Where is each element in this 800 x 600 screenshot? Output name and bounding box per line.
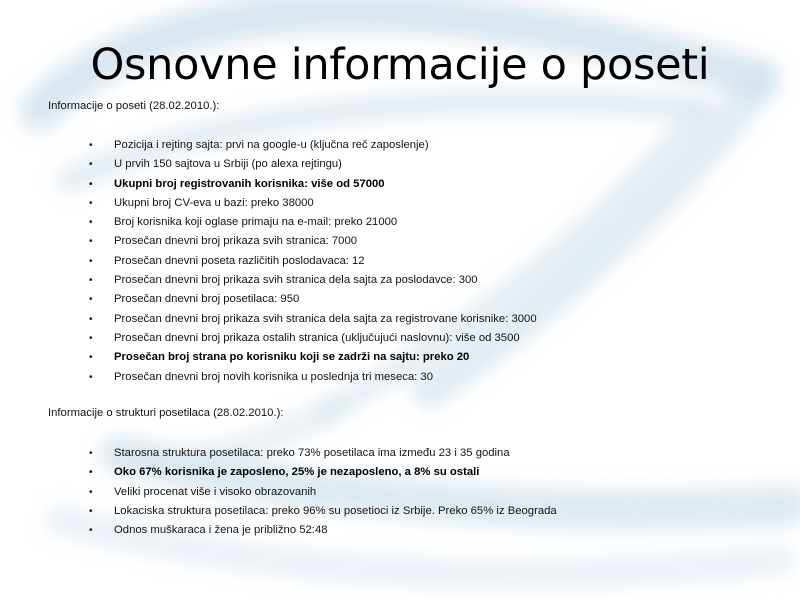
list-item [0, 502, 800, 521]
list-item [0, 444, 800, 463]
bullet-icon: • [89, 159, 93, 171]
list-item [0, 310, 800, 329]
list-item-text: Odnos muškaraca i žena je približno 52:48 [114, 524, 328, 537]
list-item-text: Prosečan dnevni broj prikaza svih stranica dela sajta za registrovane korisnike: 3000 [114, 312, 537, 325]
list-item-text: Broj korisnika koji oglase primaju na e-mail: preko 21000 [114, 216, 398, 229]
bullet-icon: • [89, 505, 93, 517]
bullet-icon: • [89, 217, 93, 229]
section-heading-visit-info: Informacije o poseti (28.02.2010.): [48, 100, 220, 112]
list-item [0, 368, 800, 387]
bullet-icon: • [89, 294, 93, 306]
list-item [0, 290, 800, 309]
bullet-icon: • [89, 197, 93, 209]
bullet-icon: • [89, 140, 93, 151]
list-item-text: Pozicija i rejting sajta: prvi na google-u (ključna reč zaposlenje) [114, 139, 429, 151]
list-item [0, 136, 800, 155]
bullet-icon: • [89, 275, 93, 287]
bullet-icon: • [89, 236, 93, 248]
list-item-text: Veliki procenat više i visoko obrazovanih [114, 485, 317, 498]
list-item-text: Starosna struktura posetilaca: preko 73% posetilaca ima između 23 i 35 godina [114, 447, 510, 459]
list-item-text: Oko 67% korisnika je zaposleno, 25% je nezaposleno, a 8% su ostali [114, 466, 480, 479]
list-item [0, 213, 800, 232]
list-item-text: Prosečan dnevni broj prikaza ostalih stranica (uključujući naslovnu): više od 3500 [114, 331, 520, 344]
bullet-icon: • [89, 178, 93, 190]
list-item-text: Ukupni broj CV-eva u bazi: preko 38000 [114, 196, 314, 209]
bullet-icon: • [89, 525, 93, 537]
bullet-icon: • [89, 255, 93, 267]
list-item [0, 329, 800, 348]
bullet-icon: • [89, 448, 93, 459]
list-item [0, 175, 800, 194]
list-item-text: Prosečan dnevni broj prikaza svih stranica: 7000 [114, 235, 358, 248]
list-item [0, 155, 800, 174]
visit-info-list [0, 136, 800, 387]
list-item [0, 348, 800, 367]
list-item [0, 463, 800, 482]
bullet-icon: • [89, 313, 93, 325]
list-item [0, 521, 800, 540]
list-item-text: Lokaciska struktura posetilaca: preko 96% su posetioci iz Srbije. Preko 65% iz Beograda [114, 504, 557, 517]
list-item-text: Ukupni broj registrovanih korisnika: više od 57000 [114, 177, 385, 190]
list-item-text: Prosečan dnevni poseta različitih poslodavaca: 12 [114, 254, 365, 267]
list-item [0, 483, 800, 502]
bullet-icon: • [89, 332, 93, 344]
list-item [0, 232, 800, 251]
list-item-text: Prosečan dnevni broj prikaza svih stranica dela sajta za poslodavce: 300 [114, 274, 478, 287]
slide-title: Osnovne informacije o poseti [90, 40, 710, 90]
list-item [0, 252, 800, 271]
bullet-icon: • [89, 486, 93, 498]
list-item-text: U prvih 150 sajtova u Srbiji (po alexa rejtingu) [114, 158, 342, 171]
list-item-text: Prosečan dnevni broj novih korisnika u poslednja tri meseca: 30 [114, 370, 433, 383]
bullet-icon: • [89, 371, 93, 383]
list-item-text: Prosečan dnevni broj posetilaca: 950 [114, 293, 300, 306]
bullet-icon: • [89, 467, 93, 479]
section-heading-visitor-structure: Informacije o strukturi posetilaca (28.02.2010.): [48, 407, 284, 419]
list-item [0, 271, 800, 290]
visitor-structure-list [0, 444, 800, 540]
list-item-text: Prosečan broj strana po korisniku koji se zadrži na sajtu: preko 20 [114, 351, 470, 364]
list-item [0, 194, 800, 213]
bullet-icon: • [89, 352, 93, 364]
